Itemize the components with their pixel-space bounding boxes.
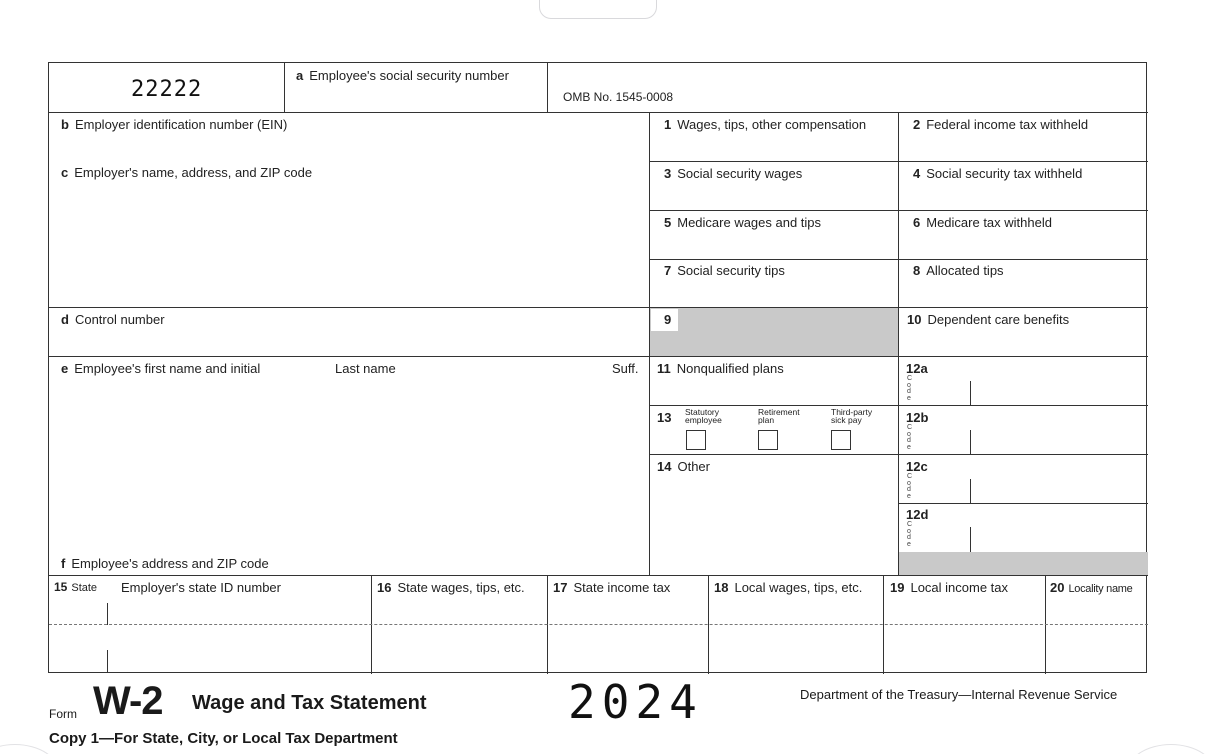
box-12d-code: C o d e (907, 521, 913, 548)
box-12b-divider (970, 430, 971, 454)
statutory-employee-checkbox[interactable] (686, 430, 706, 450)
statutory-employee-label: Statutory employee (685, 407, 722, 425)
box-8-label: 8 Allocated tips (913, 263, 1004, 278)
box-16-label: 16 State wages, tips, etc. (377, 580, 525, 595)
box-7-label: 7 Social security tips (664, 263, 785, 278)
rule (284, 63, 285, 112)
rule (898, 503, 1148, 504)
box-2-label: 2 Federal income tax withheld (913, 117, 1089, 132)
box-14-label: 14 Other (657, 459, 710, 474)
box-12d-label: 12d (906, 507, 929, 522)
box-19-label: 19 Local income tax (890, 580, 1009, 595)
box-c-label: c Employer's name, address, and ZIP code (61, 165, 313, 180)
w2-form (48, 62, 1147, 673)
box-12a-divider (970, 381, 971, 405)
void-control-code: 22222 (131, 77, 203, 102)
box-10-label: 10 Dependent care benefits (907, 312, 1070, 327)
box-18-label: 18 Local wages, tips, etc. (714, 580, 863, 595)
box-12a-code: C o d e (907, 375, 913, 402)
box-12c-divider (970, 479, 971, 503)
box-12c-label: 12c (906, 459, 928, 474)
box-a-label: a Employee's social security number (296, 68, 509, 83)
box-1-label: 1 Wages, tips, other compensation (664, 117, 867, 132)
state-row-separator (49, 624, 1148, 625)
box-17-label: 17 State income tax (553, 580, 671, 595)
box-12-shade (899, 552, 1148, 575)
box-12b-code: C o d e (907, 424, 913, 451)
box-12d-divider (970, 527, 971, 552)
box-9-shade (650, 308, 898, 356)
corner-decoration-right (1126, 744, 1206, 754)
rule (49, 356, 1148, 357)
page-tab-decoration (539, 0, 657, 19)
box-12c-code: C o d e (907, 473, 913, 500)
department-line: Department of the Treasury—Internal Revenue Service (800, 687, 1118, 702)
third-party-sick-pay-checkbox[interactable] (831, 430, 851, 450)
state-tick (107, 650, 108, 672)
box-12a-label: 12a (906, 361, 928, 376)
omb-number: OMB No. 1545-0008 (563, 90, 674, 104)
retirement-plan-checkbox[interactable] (758, 430, 778, 450)
rule (898, 112, 899, 575)
box-9-label: 9 (664, 312, 672, 327)
tax-year: 2024 (568, 675, 703, 729)
box-11-label: 11 Nonqualified plans (657, 361, 784, 376)
box-e-suffix: Suff. (612, 361, 639, 376)
rule (49, 307, 649, 308)
box-d-label: d Control number (61, 312, 165, 327)
box-e-label: e Employee's first name and initial (61, 361, 261, 376)
copy-line: Copy 1—For State, City, or Local Tax Department (49, 730, 398, 747)
box-f-label: f Employee's address and ZIP code (61, 556, 269, 571)
box-4-label: 4 Social security tax withheld (913, 166, 1083, 181)
box-6-label: 6 Medicare tax withheld (913, 215, 1052, 230)
rule (49, 112, 1148, 113)
box-15-label: 15 State (54, 580, 98, 594)
box-3-label: 3 Social security wages (664, 166, 803, 181)
box-15-state-id: Employer's state ID number (121, 580, 281, 595)
form-name: W-2 (93, 679, 163, 723)
box-13-label: 13 (657, 410, 672, 425)
third-party-sick-pay-label: Third-party sick pay (831, 407, 873, 425)
box-b-label: b Employer identification number (EIN) (61, 117, 288, 132)
state-tick (107, 603, 108, 625)
box-e-last-name: Last name (335, 361, 396, 376)
retirement-plan-label: Retirement plan (758, 407, 800, 425)
form-word: Form (49, 707, 77, 721)
box-12b-label: 12b (906, 410, 929, 425)
rule (547, 63, 548, 112)
box-5-label: 5 Medicare wages and tips (664, 215, 822, 230)
rule (49, 575, 1148, 576)
box-20-label: 20 Locality name (1050, 580, 1133, 595)
form-title: Wage and Tax Statement (192, 692, 427, 714)
